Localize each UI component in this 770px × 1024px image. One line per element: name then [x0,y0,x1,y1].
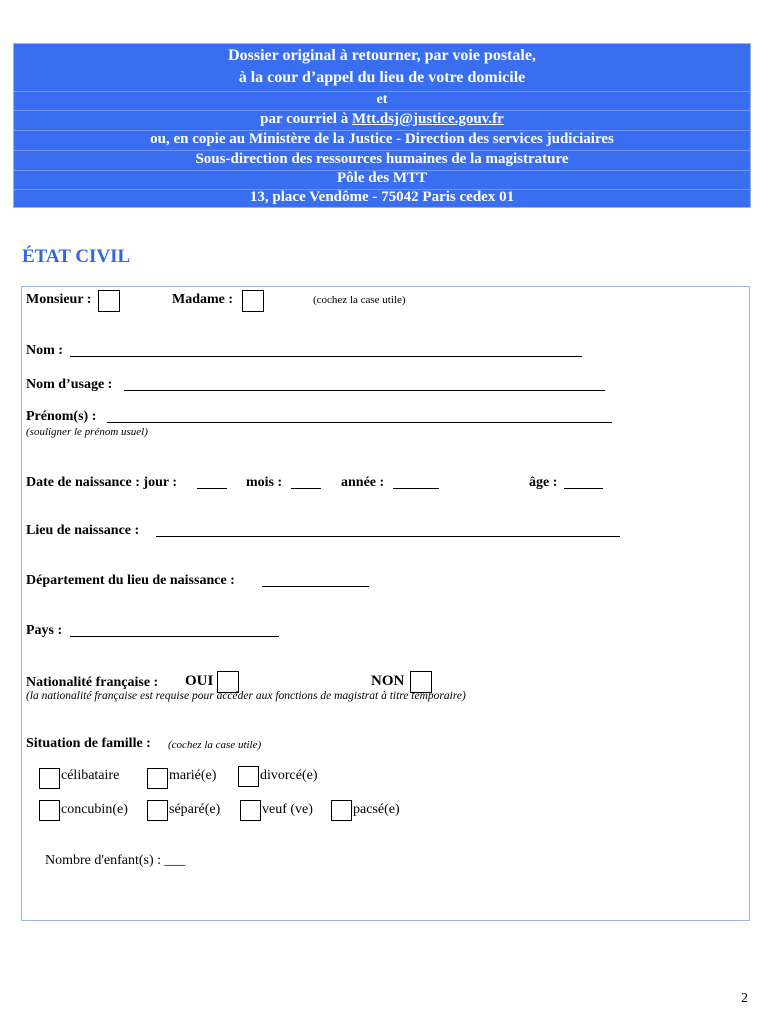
annee-label: année : [341,475,385,490]
etat-civil-form [21,286,750,921]
email-link[interactable]: Mtt.dsj@justice.gouv.fr [351,111,504,127]
nom-label: Nom : [26,343,63,358]
nombre-enfants-label: Nombre d'enfant(s) : ___ [45,853,186,868]
prenoms-field[interactable] [107,422,612,423]
header-line-8: 13, place Vendôme - 75042 Paris cedex 01 [249,189,515,205]
nom-usage-field[interactable] [124,390,605,391]
lieu-naissance-field[interactable] [156,536,620,537]
madame-label: Madame : [172,292,234,307]
age-field[interactable] [564,488,603,489]
separe-checkbox[interactable] [147,800,168,821]
mois-label: mois : [246,475,283,490]
veuf-checkbox[interactable] [240,800,261,821]
nom-field[interactable] [70,356,582,357]
celibataire-checkbox[interactable] [39,768,60,789]
oui-label: OUI [185,673,214,689]
monsieur-checkbox[interactable] [98,290,120,312]
celibataire-label: célibataire [61,768,120,783]
pacse-label: pacsé(e) [353,802,400,817]
nom-usage-label: Nom d’usage : [26,377,113,392]
jour-field[interactable] [197,488,227,489]
veuf-label: veuf (ve) [262,802,313,817]
divorce-label: divorcé(e) [260,768,318,783]
pacse-checkbox[interactable] [331,800,352,821]
header-line-5: ou, en copie au Ministère de la Justice - Direction des services judiciaires [150,131,614,147]
mois-field[interactable] [291,488,321,489]
departement-field[interactable] [262,586,369,587]
coche-hint: (cochez la case utile) [313,294,406,306]
header-line-1: Dossier original à retourner, par voie postale, [228,47,536,64]
header-line-6: Sous-direction des ressources humaines de la magistrature [195,151,569,167]
section-title: ÉTAT CIVIL [22,246,131,267]
header-line-3: et [376,92,388,107]
divorce-checkbox[interactable] [238,766,259,787]
header-line-4-prefix: par courriel à [260,111,352,127]
madame-checkbox[interactable] [242,290,264,312]
lieu-naissance-label: Lieu de naissance : [26,523,140,538]
nationalite-hint: (la nationalité française est requise pour accéder aux fonctions de magistrat à titre temporaire) [26,690,466,702]
situation-hint: (cochez la case utile) [168,739,262,751]
separe-label: séparé(e) [169,802,221,817]
header-line-2: à la cour d’appel du lieu de votre domicile [238,69,526,86]
annee-field[interactable] [393,488,439,489]
prenoms-hint: (souligner le prénom usuel) [26,426,148,438]
nationalite-label: Nationalité française : [26,675,159,690]
header-line-7: Pôle des MTT [337,170,427,186]
concubin-label: concubin(e) [61,802,128,817]
pays-label: Pays : [26,623,63,638]
pays-field[interactable] [70,636,279,637]
marie-label: marié(e) [169,768,217,783]
non-label: NON [371,673,405,689]
monsieur-label: Monsieur : [26,292,92,307]
departement-label: Département du lieu de naissance : [26,573,235,588]
situation-label: Situation de famille : [26,736,151,751]
marie-checkbox[interactable] [147,768,168,789]
page-number: 2 [741,991,748,1006]
age-label: âge : [529,475,558,490]
header-line-4 [14,111,750,128]
prenoms-label: Prénom(s) : [26,409,97,424]
date-naissance-label: Date de naissance : jour : [26,475,178,490]
header-banner [13,43,751,208]
concubin-checkbox[interactable] [39,800,60,821]
